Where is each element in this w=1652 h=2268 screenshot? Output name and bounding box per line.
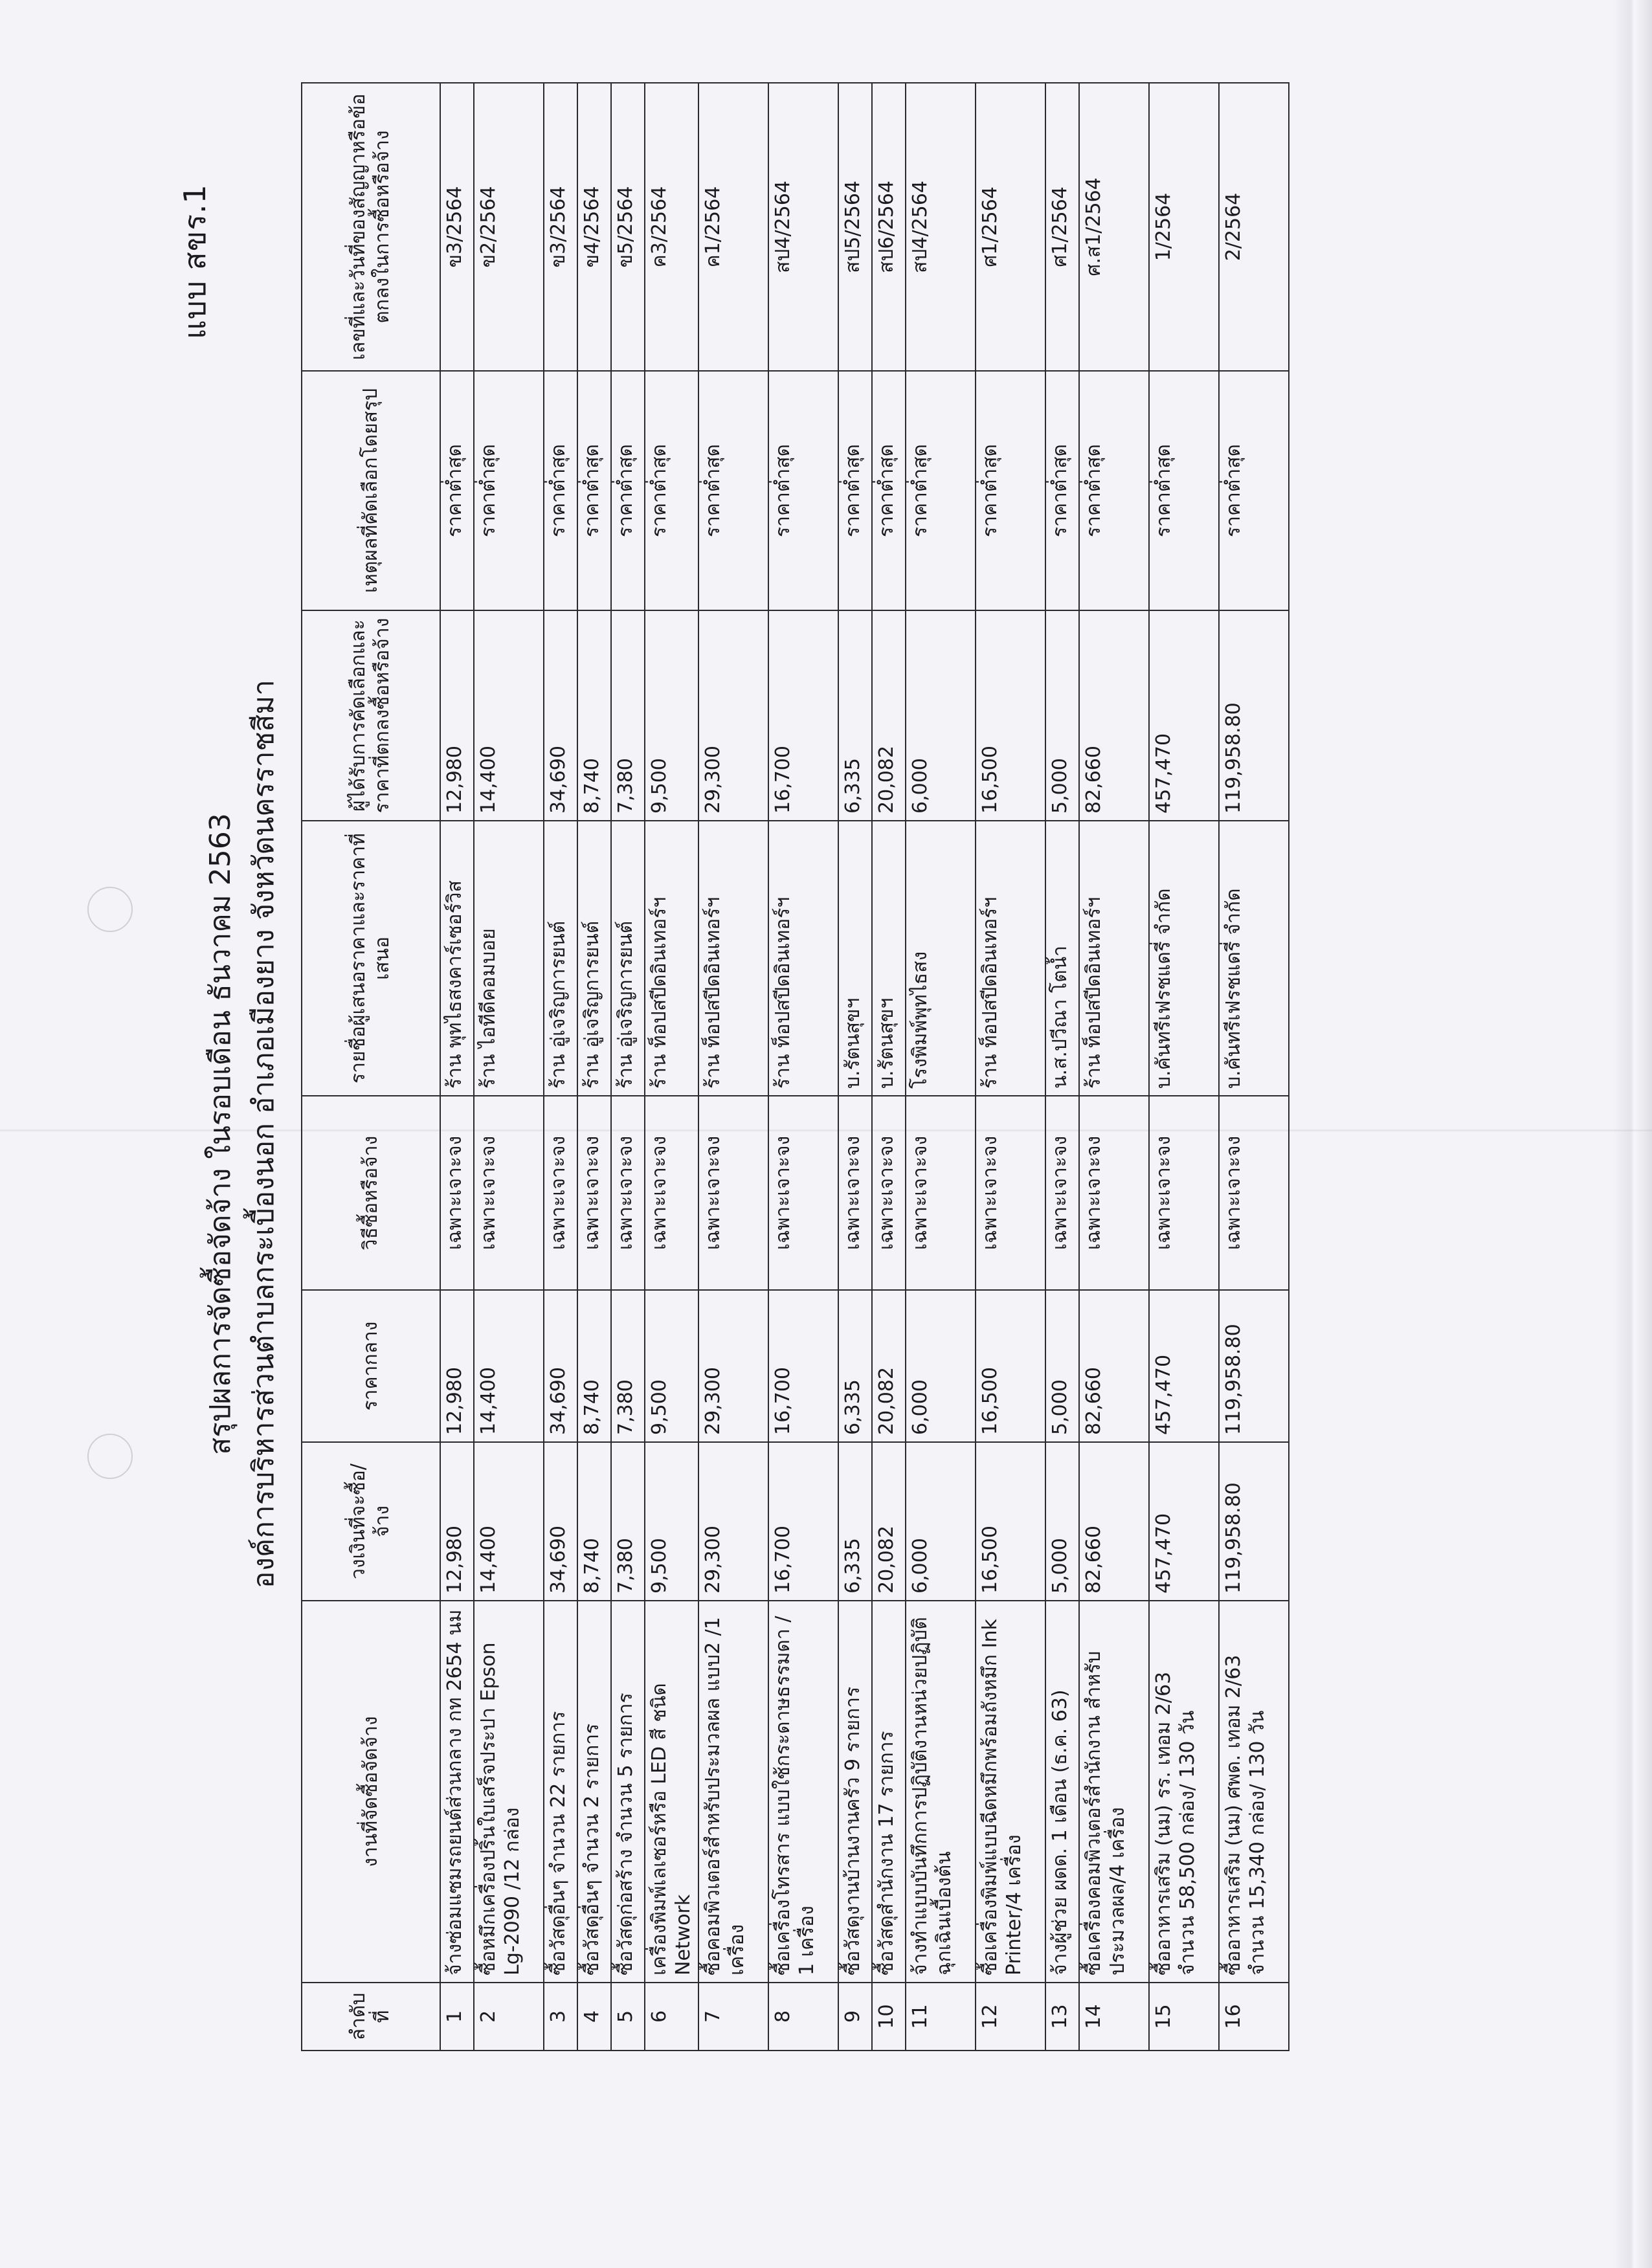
cell-median: 14,400 bbox=[474, 1290, 544, 1442]
cell-budget: 16,700 bbox=[768, 1442, 838, 1601]
cell-bidders: บ.คันทรีเฟรชแดรี่ จำกัด bbox=[1149, 821, 1219, 1096]
cell-method: เฉพาะเจาะจง bbox=[440, 1096, 474, 1290]
cell-reason: ราคาต่ำสุด bbox=[768, 371, 838, 610]
cell-method: เฉพาะเจาะจง bbox=[544, 1096, 577, 1290]
header-reason: เหตุผลที่คัดเลือกโดยสรุป bbox=[302, 371, 440, 610]
procurement-table bbox=[301, 82, 1289, 2051]
cell-contract: สป5/2564 bbox=[838, 83, 872, 371]
table-row bbox=[1149, 83, 1219, 2051]
cell-winner: 34,690 bbox=[544, 610, 577, 821]
cell-reason: ราคาต่ำสุด bbox=[440, 371, 474, 610]
header-winner: ผู้ได้รับการคัดเลือกและราคาที่ตกลงซื้อหรือจ้าง bbox=[302, 610, 440, 821]
cell-reason: ราคาต่ำสุด bbox=[474, 371, 544, 610]
cell-bidders: ร้าน ท็อปสปีดอินเทอร์ฯ bbox=[1079, 821, 1149, 1096]
cell-no: 12 bbox=[976, 1983, 1045, 2051]
cell-item: ซื้อวัสดุงานบ้านงานครัว 9 รายการ bbox=[838, 1601, 872, 1983]
table-row bbox=[440, 83, 474, 2051]
cell-budget: 7,380 bbox=[611, 1442, 645, 1601]
cell-budget: 457,470 bbox=[1149, 1442, 1219, 1601]
cell-bidders: บ.รัตนสุขฯ bbox=[872, 821, 906, 1096]
cell-bidders: ร้าน พุทไธสงคาร์เซอร์วิส bbox=[440, 821, 474, 1096]
cell-winner: 8,740 bbox=[577, 610, 611, 821]
table-row bbox=[838, 83, 872, 2051]
cell-reason: ราคาต่ำสุด bbox=[1219, 371, 1289, 610]
table-row bbox=[872, 83, 906, 2051]
cell-budget: 9,500 bbox=[645, 1442, 698, 1601]
cell-bidders: ร้าน อู่เจริญการยนต์ bbox=[544, 821, 577, 1096]
table-row bbox=[1219, 83, 1289, 2051]
table-row bbox=[611, 83, 645, 2051]
cell-contract: ข3/2564 bbox=[544, 83, 577, 371]
header-contract: เลขที่และวันที่ของสัญญาหรือข้อตกลงในการซื้อหรือจ้าง bbox=[302, 83, 440, 371]
cell-winner: 29,300 bbox=[698, 610, 768, 821]
cell-median: 5,000 bbox=[1045, 1290, 1079, 1442]
cell-no: 13 bbox=[1045, 1983, 1079, 2051]
cell-budget: 8,740 bbox=[577, 1442, 611, 1601]
table-row bbox=[474, 83, 544, 2051]
cell-item: เครื่องพิมพ์เลเซอร์หรือ LED สี ชนิด Network bbox=[645, 1601, 698, 1983]
cell-median: 29,300 bbox=[698, 1290, 768, 1442]
cell-contract: สป4/2564 bbox=[906, 83, 976, 371]
cell-median: 20,082 bbox=[872, 1290, 906, 1442]
cell-no: 1 bbox=[440, 1983, 474, 2051]
cell-contract: 1/2564 bbox=[1149, 83, 1219, 371]
cell-budget: 16,500 bbox=[976, 1442, 1045, 1601]
cell-median: 82,660 bbox=[1079, 1290, 1149, 1442]
cell-no: 16 bbox=[1219, 1983, 1289, 2051]
cell-budget: 82,660 bbox=[1079, 1442, 1149, 1601]
cell-winner: 6,335 bbox=[838, 610, 872, 821]
cell-no: 5 bbox=[611, 1983, 645, 2051]
table-row bbox=[768, 83, 838, 2051]
cell-method: เฉพาะเจาะจง bbox=[1045, 1096, 1079, 1290]
cell-budget: 6,335 bbox=[838, 1442, 872, 1601]
cell-contract: ค3/2564 bbox=[645, 83, 698, 371]
cell-method: เฉพาะเจาะจง bbox=[698, 1096, 768, 1290]
header-budget: วงเงินที่จะซื้อ/จ้าง bbox=[302, 1442, 440, 1601]
cell-median: 6,335 bbox=[838, 1290, 872, 1442]
cell-median: 16,500 bbox=[976, 1290, 1045, 1442]
cell-method: เฉพาะเจาะจง bbox=[645, 1096, 698, 1290]
cell-no: 9 bbox=[838, 1983, 872, 2051]
cell-method: เฉพาะเจาะจง bbox=[872, 1096, 906, 1290]
cell-contract: ข2/2564 bbox=[474, 83, 544, 371]
cell-winner: 6,000 bbox=[906, 610, 976, 821]
cell-reason: ราคาต่ำสุด bbox=[976, 371, 1045, 610]
cell-contract: ศ1/2564 bbox=[1045, 83, 1079, 371]
cell-bidders: น.ส.ปวีณา โตน้ำ bbox=[1045, 821, 1079, 1096]
cell-contract: สป6/2564 bbox=[872, 83, 906, 371]
cell-bidders: ร้าน อู่เจริญการยนต์ bbox=[577, 821, 611, 1096]
cell-winner: 14,400 bbox=[474, 610, 544, 821]
cell-winner: 9,500 bbox=[645, 610, 698, 821]
cell-median: 119,958.80 bbox=[1219, 1290, 1289, 1442]
cell-method: เฉพาะเจาะจง bbox=[1219, 1096, 1289, 1290]
cell-median: 9,500 bbox=[645, 1290, 698, 1442]
header-item: งานที่จัดซื้อจัดจ้าง bbox=[302, 1601, 440, 1983]
cell-bidders: โรงพิมพ์พุทไธสง bbox=[906, 821, 976, 1096]
cell-contract: ข5/2564 bbox=[611, 83, 645, 371]
table-row bbox=[645, 83, 698, 2051]
cell-contract: สป4/2564 bbox=[768, 83, 838, 371]
table-row bbox=[577, 83, 611, 2051]
cell-item: ซื้อวัสดุอื่นๆ จำนวน 22 รายการ bbox=[544, 1601, 577, 1983]
cell-item: ซื้อวัสดุสำนักงาน 17 รายการ bbox=[872, 1601, 906, 1983]
cell-bidders: ร้าน อู่เจริญการยนต์ bbox=[611, 821, 645, 1096]
cell-method: เฉพาะเจาะจง bbox=[611, 1096, 645, 1290]
cell-method: เฉพาะเจาะจง bbox=[906, 1096, 976, 1290]
cell-item: จ้างซ่อมแซมรถยนต์ส่วนกลาง กท 2654 นม bbox=[440, 1601, 474, 1983]
table-header-row bbox=[302, 83, 440, 2051]
cell-item: ซื้อวัสดุอื่นๆ จำนวน 2 รายการ bbox=[577, 1601, 611, 1983]
cell-no: 15 bbox=[1149, 1983, 1219, 2051]
cell-method: เฉพาะเจาะจง bbox=[976, 1096, 1045, 1290]
document-title: สรุปผลการจัดซื้อจัดจ้าง ในรอบเดือน ธันวาคม 2563 bbox=[204, 813, 237, 1455]
cell-method: เฉพาะเจาะจง bbox=[768, 1096, 838, 1290]
header-method: วิธีซื้อหรือจ้าง bbox=[302, 1096, 440, 1290]
cell-winner: 119,958.80 bbox=[1219, 610, 1289, 821]
cell-budget: 5,000 bbox=[1045, 1442, 1079, 1601]
cell-bidders: บ.คันทรีเฟรชแดรี่ จำกัด bbox=[1219, 821, 1289, 1096]
cell-median: 6,000 bbox=[906, 1290, 976, 1442]
cell-contract: ข4/2564 bbox=[577, 83, 611, 371]
cell-no: 7 bbox=[698, 1983, 768, 2051]
cell-reason: ราคาต่ำสุด bbox=[1149, 371, 1219, 610]
cell-reason: ราคาต่ำสุด bbox=[698, 371, 768, 610]
cell-method: เฉพาะเจาะจง bbox=[838, 1096, 872, 1290]
cell-budget: 6,000 bbox=[906, 1442, 976, 1601]
cell-method: เฉพาะเจาะจง bbox=[1079, 1096, 1149, 1290]
table-row bbox=[1079, 83, 1149, 2051]
cell-contract: ข3/2564 bbox=[440, 83, 474, 371]
cell-reason: ราคาต่ำสุด bbox=[577, 371, 611, 610]
cell-winner: 457,470 bbox=[1149, 610, 1219, 821]
cell-item: ซื้อเครื่องพิมพ์แบบฉีดหมึกพร้อมถังหมึก Ink Printer/4 เครื่อง bbox=[976, 1601, 1045, 1983]
cell-no: 14 bbox=[1079, 1983, 1149, 2051]
header-bidders: รายชื่อผู้เสนอราคาและราคาที่เสนอ bbox=[302, 821, 440, 1096]
cell-reason: ราคาต่ำสุด bbox=[872, 371, 906, 610]
cell-median: 457,470 bbox=[1149, 1290, 1219, 1442]
cell-no: 3 bbox=[544, 1983, 577, 2051]
cell-contract: ศ.ส1/2564 bbox=[1079, 83, 1149, 371]
form-code: แบบ สขร.1 bbox=[177, 184, 212, 339]
cell-item: ซื้อเครื่องคอมพิวเตอร์สำนักงาน สำหรับประมวลผล/4 เครื่อง bbox=[1079, 1601, 1149, 1983]
document-subtitle: องค์การบริหารส่วนตำบลกระเบื้องนอก อำเภอเมืองยาง จังหวัดนครราชสีมา bbox=[247, 680, 280, 1588]
cell-budget: 29,300 bbox=[698, 1442, 768, 1601]
cell-winner: 12,980 bbox=[440, 610, 474, 821]
cell-no: 2 bbox=[474, 1983, 544, 2051]
header-no: ลำดับที่ bbox=[302, 1983, 440, 2051]
cell-budget: 20,082 bbox=[872, 1442, 906, 1601]
cell-reason: ราคาต่ำสุด bbox=[1079, 371, 1149, 610]
table-row bbox=[1045, 83, 1079, 2051]
cell-item: ซื้ออาหารเสริม (นม) ศพด. เทอม 2/63 จำนวน 15,340 กล่อง/ 130 วัน bbox=[1219, 1601, 1289, 1983]
table-row bbox=[698, 83, 768, 2051]
cell-median: 8,740 bbox=[577, 1290, 611, 1442]
cell-bidders: ร้าน ไอทีดีคอมบอย bbox=[474, 821, 544, 1096]
cell-contract: ค1/2564 bbox=[698, 83, 768, 371]
cell-reason: ราคาต่ำสุด bbox=[611, 371, 645, 610]
cell-contract: 2/2564 bbox=[1219, 83, 1289, 371]
cell-winner: 20,082 bbox=[872, 610, 906, 821]
cell-method: เฉพาะเจาะจง bbox=[1149, 1096, 1219, 1290]
cell-method: เฉพาะเจาะจง bbox=[474, 1096, 544, 1290]
cell-reason: ราคาต่ำสุด bbox=[906, 371, 976, 610]
cell-method: เฉพาะเจาะจง bbox=[577, 1096, 611, 1290]
cell-item: ซื้ออาหารเสริม (นม) รร. เทอม 2/63 จำนวน 58,500 กล่อง/ 130 วัน bbox=[1149, 1601, 1219, 1983]
cell-budget: 14,400 bbox=[474, 1442, 544, 1601]
cell-no: 8 bbox=[768, 1983, 838, 2051]
cell-winner: 82,660 bbox=[1079, 610, 1149, 821]
cell-winner: 16,700 bbox=[768, 610, 838, 821]
cell-budget: 12,980 bbox=[440, 1442, 474, 1601]
cell-median: 12,980 bbox=[440, 1290, 474, 1442]
header-median-price: ราคากลาง bbox=[302, 1290, 440, 1442]
table-row bbox=[544, 83, 577, 2051]
cell-item: จ้างทำแบบบันทึกการปฏิบัติงานหน่วยปฏิบัติ ฉุกเฉินเบื้องต้น bbox=[906, 1601, 976, 1983]
cell-bidders: ร้าน ท็อปสปีดอินเทอร์ฯ bbox=[645, 821, 698, 1096]
cell-no: 11 bbox=[906, 1983, 976, 2051]
cell-median: 34,690 bbox=[544, 1290, 577, 1442]
cell-item: จ้างผู้ช่วย ผดด. 1 เดือน (ธ.ค. 63) bbox=[1045, 1601, 1079, 1983]
cell-no: 4 bbox=[577, 1983, 611, 2051]
cell-reason: ราคาต่ำสุด bbox=[838, 371, 872, 610]
cell-bidders: ร้าน ท็อปสปีดอินเทอร์ฯ bbox=[976, 821, 1045, 1096]
cell-item: ซื้อเครื่องโทรสาร แบบใช้กระดาษธรรมดา / 1 เครื่อง bbox=[768, 1601, 838, 1983]
cell-bidders: ร้าน ท็อปสปีดอินเทอร์ฯ bbox=[698, 821, 768, 1096]
cell-winner: 5,000 bbox=[1045, 610, 1079, 821]
cell-no: 6 bbox=[645, 1983, 698, 2051]
cell-reason: ราคาต่ำสุด bbox=[645, 371, 698, 610]
cell-bidders: บ.รัตนสุขฯ bbox=[838, 821, 872, 1096]
cell-budget: 34,690 bbox=[544, 1442, 577, 1601]
cell-contract: ศ1/2564 bbox=[976, 83, 1045, 371]
cell-winner: 7,380 bbox=[611, 610, 645, 821]
cell-reason: ราคาต่ำสุด bbox=[544, 371, 577, 610]
cell-item: ซื้อคอมพิวเตอร์สำหรับประมวลผล แบบ2 /1 เครื่อง bbox=[698, 1601, 768, 1983]
cell-item: ซื้อหมึกเครื่องปริ้นใบเสร็จประปา Epson Lg-2090 /12 กล่อง bbox=[474, 1601, 544, 1983]
cell-budget: 119,958.80 bbox=[1219, 1442, 1289, 1601]
cell-reason: ราคาต่ำสุด bbox=[1045, 371, 1079, 610]
cell-median: 7,380 bbox=[611, 1290, 645, 1442]
cell-winner: 16,500 bbox=[976, 610, 1045, 821]
cell-item: ซื้อวัสดุก่อสร้าง จำนวน 5 รายการ bbox=[611, 1601, 645, 1983]
cell-bidders: ร้าน ท็อปสปีดอินเทอร์ฯ bbox=[768, 821, 838, 1096]
cell-median: 16,700 bbox=[768, 1290, 838, 1442]
table-row bbox=[906, 83, 976, 2051]
table-row bbox=[976, 83, 1045, 2051]
cell-no: 10 bbox=[872, 1983, 906, 2051]
